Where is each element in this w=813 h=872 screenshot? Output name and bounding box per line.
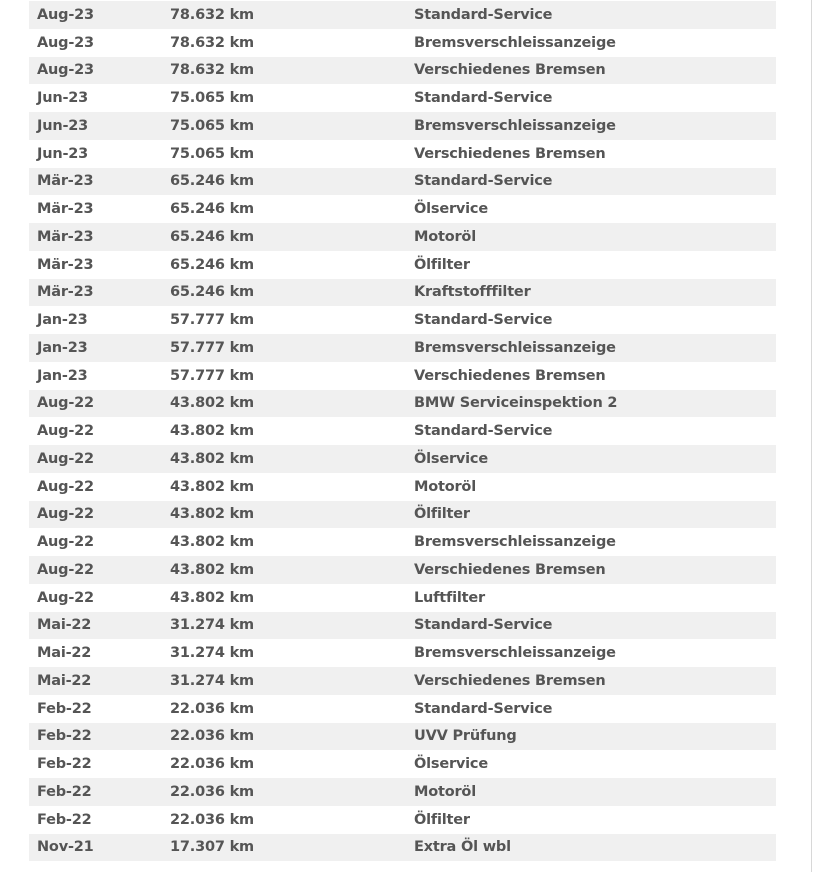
date-cell: Jan-23 [37, 367, 88, 384]
table-row [29, 806, 776, 834]
date-cell: Aug-22 [37, 534, 94, 551]
table-row [29, 750, 776, 778]
right-divider [811, 0, 812, 872]
table-row [29, 667, 776, 695]
date-cell: Feb-22 [37, 811, 92, 828]
service-cell: Standard-Service [414, 6, 553, 23]
table-row [29, 306, 776, 334]
mileage-cell: 75.065 km [170, 90, 254, 107]
service-cell: Standard-Service [414, 312, 553, 329]
date-cell: Nov-21 [37, 839, 94, 856]
service-cell: Ölservice [414, 201, 488, 218]
mileage-cell: 43.802 km [170, 506, 254, 523]
mileage-cell: 22.036 km [170, 756, 254, 773]
date-cell: Feb-22 [37, 728, 92, 745]
table-row [29, 84, 776, 112]
service-cell: Verschiedenes Bremsen [414, 62, 606, 79]
date-cell: Mai-22 [37, 645, 92, 662]
table-row [29, 778, 776, 806]
mileage-cell: 31.274 km [170, 672, 254, 689]
mileage-cell: 22.036 km [170, 700, 254, 717]
mileage-cell: 78.632 km [170, 34, 254, 51]
service-cell: Ölfilter [414, 506, 470, 523]
service-cell: Ölservice [414, 450, 488, 467]
date-cell: Aug-22 [37, 395, 94, 412]
date-cell: Mär-23 [37, 173, 94, 190]
service-cell: Bremsverschleissanzeige [414, 645, 616, 662]
service-cell: Kraftstofffilter [414, 284, 531, 301]
mileage-cell: 57.777 km [170, 339, 254, 356]
service-cell: Motoröl [414, 783, 476, 800]
service-cell: Bremsverschleissanzeige [414, 534, 616, 551]
date-cell: Mai-22 [37, 672, 92, 689]
service-cell: Extra Öl wbl [414, 839, 511, 856]
date-cell: Jun-23 [37, 90, 89, 107]
date-cell: Mär-23 [37, 228, 94, 245]
mileage-cell: 31.274 km [170, 645, 254, 662]
date-cell: Mär-23 [37, 256, 94, 273]
service-cell: Standard-Service [414, 617, 553, 634]
mileage-cell: 43.802 km [170, 534, 254, 551]
service-cell: Verschiedenes Bremsen [414, 367, 606, 384]
table-row [29, 112, 776, 140]
table-row [29, 695, 776, 723]
mileage-cell: 65.246 km [170, 284, 254, 301]
date-cell: Jan-23 [37, 312, 88, 329]
service-cell: Ölfilter [414, 811, 470, 828]
table-row [29, 723, 776, 751]
date-cell: Aug-22 [37, 423, 94, 440]
table-row [29, 140, 776, 168]
mileage-cell: 75.065 km [170, 117, 254, 134]
table-row [29, 473, 776, 501]
date-cell: Feb-22 [37, 783, 92, 800]
date-cell: Jan-23 [37, 339, 88, 356]
mileage-cell: 22.036 km [170, 783, 254, 800]
service-cell: Standard-Service [414, 173, 553, 190]
table-row [29, 528, 776, 556]
table-row [29, 29, 776, 57]
table-row [29, 556, 776, 584]
mileage-cell: 31.274 km [170, 617, 254, 634]
date-cell: Feb-22 [37, 700, 92, 717]
table-row [29, 639, 776, 667]
mileage-cell: 17.307 km [170, 839, 254, 856]
service-cell: Standard-Service [414, 423, 553, 440]
table-row [29, 57, 776, 85]
table-row [29, 584, 776, 612]
date-cell: Aug-23 [37, 6, 94, 23]
date-cell: Aug-23 [37, 34, 94, 51]
mileage-cell: 65.246 km [170, 173, 254, 190]
service-cell: Motoröl [414, 478, 476, 495]
date-cell: Mai-22 [37, 617, 92, 634]
table-row [29, 501, 776, 529]
service-cell: Luftfilter [414, 589, 485, 606]
service-cell: Ölservice [414, 756, 488, 773]
table-row [29, 390, 776, 418]
service-cell: BMW Serviceinspektion 2 [414, 395, 618, 412]
mileage-cell: 22.036 km [170, 728, 254, 745]
mileage-cell: 43.802 km [170, 589, 254, 606]
mileage-cell: 43.802 km [170, 450, 254, 467]
table-row [29, 612, 776, 640]
mileage-cell: 78.632 km [170, 62, 254, 79]
table-row [29, 195, 776, 223]
date-cell: Aug-22 [37, 506, 94, 523]
mileage-cell: 43.802 km [170, 561, 254, 578]
mileage-cell: 22.036 km [170, 811, 254, 828]
service-cell: Ölfilter [414, 256, 470, 273]
date-cell: Mär-23 [37, 201, 94, 218]
table-row [29, 445, 776, 473]
mileage-cell: 65.246 km [170, 256, 254, 273]
table-row [29, 417, 776, 445]
service-cell: Bremsverschleissanzeige [414, 117, 616, 134]
service-cell: Bremsverschleissanzeige [414, 34, 616, 51]
date-cell: Aug-22 [37, 561, 94, 578]
service-cell: Motoröl [414, 228, 476, 245]
table-row [29, 334, 776, 362]
date-cell: Aug-22 [37, 589, 94, 606]
service-cell: Standard-Service [414, 90, 553, 107]
mileage-cell: 57.777 km [170, 312, 254, 329]
table-row [29, 251, 776, 279]
service-cell: Bremsverschleissanzeige [414, 339, 616, 356]
mileage-cell: 43.802 km [170, 478, 254, 495]
service-cell: Standard-Service [414, 700, 553, 717]
service-history-rows [29, 1, 776, 861]
service-cell: Verschiedenes Bremsen [414, 672, 606, 689]
date-cell: Aug-22 [37, 450, 94, 467]
table-row [29, 1, 776, 29]
date-cell: Jun-23 [37, 117, 89, 134]
date-cell: Mär-23 [37, 284, 94, 301]
mileage-cell: 57.777 km [170, 367, 254, 384]
table-row [29, 279, 776, 307]
service-history-table [29, 1, 776, 861]
date-cell: Feb-22 [37, 756, 92, 773]
mileage-cell: 78.632 km [170, 6, 254, 23]
mileage-cell: 75.065 km [170, 145, 254, 162]
table-row [29, 223, 776, 251]
mileage-cell: 43.802 km [170, 395, 254, 412]
service-cell: Verschiedenes Bremsen [414, 561, 606, 578]
table-row [29, 834, 776, 862]
service-cell: Verschiedenes Bremsen [414, 145, 606, 162]
mileage-cell: 65.246 km [170, 201, 254, 218]
date-cell: Aug-22 [37, 478, 94, 495]
table-row [29, 168, 776, 196]
date-cell: Jun-23 [37, 145, 89, 162]
service-history-table-wrapper [29, 1, 776, 861]
service-cell: UVV Prüfung [414, 728, 517, 745]
mileage-cell: 65.246 km [170, 228, 254, 245]
mileage-cell: 43.802 km [170, 423, 254, 440]
date-cell: Aug-23 [37, 62, 94, 79]
table-row [29, 362, 776, 390]
